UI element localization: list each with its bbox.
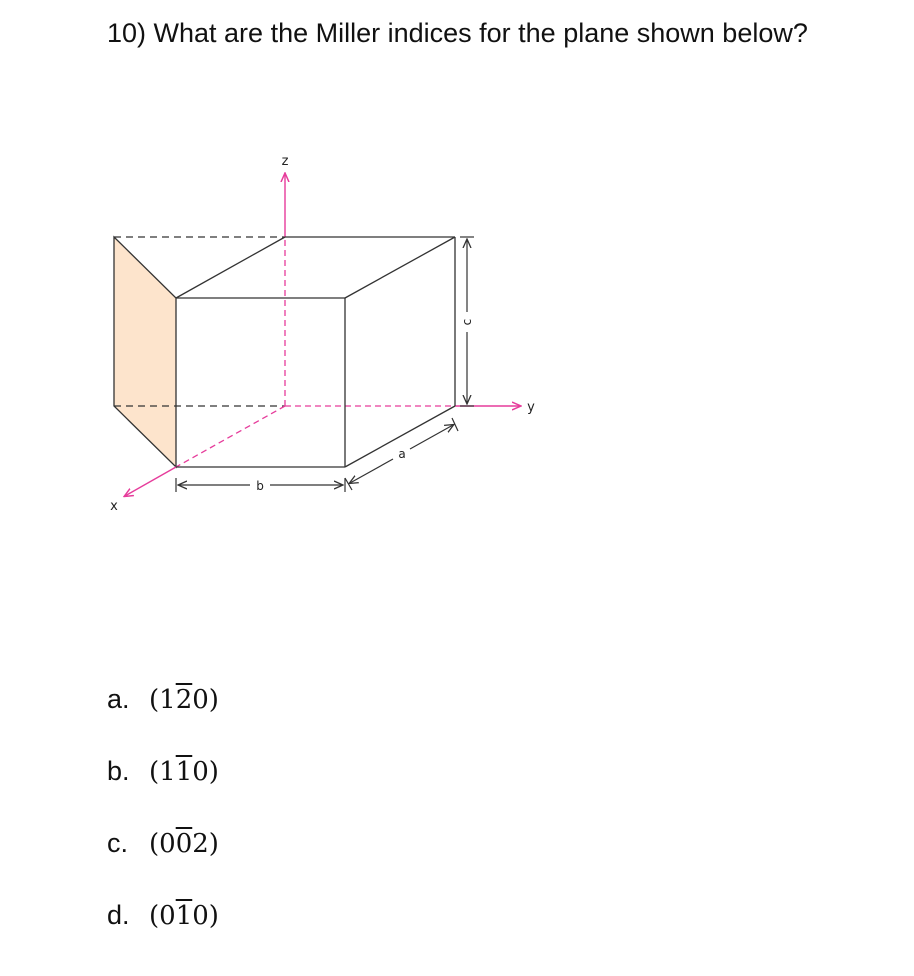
option-d-letter: d.: [107, 900, 130, 930]
z-axis-label: z: [281, 154, 289, 169]
question-text: 10) What are the Miller indices for the plane shown below?: [107, 18, 808, 48]
dim-a-tick-front: [345, 478, 352, 490]
option-b-letter: b.: [107, 756, 130, 786]
option-c-letter: c.: [107, 828, 129, 858]
dim-b-label: b: [256, 479, 264, 493]
option-a-indices: (120): [149, 685, 219, 715]
option-d-indices: (010): [149, 901, 219, 931]
x-axis-label: x: [110, 499, 118, 514]
option-a-letter: a.: [107, 684, 130, 714]
dim-a-tick-back: [452, 418, 458, 431]
option-b-indices: (110): [149, 757, 219, 787]
x-axis-dashed: [176, 406, 285, 467]
x-axis: [125, 467, 176, 496]
y-axis-label: y: [527, 400, 535, 415]
cell-edge: [176, 237, 285, 298]
option-c[interactable]: [107, 828, 219, 859]
dim-a-label: a: [398, 447, 406, 461]
option-d[interactable]: [107, 900, 219, 931]
dim-c-label: c: [460, 318, 474, 326]
option-b[interactable]: [107, 756, 219, 787]
shaded-plane: [114, 237, 176, 467]
dim-a-arrow-front: [350, 459, 393, 483]
option-c-indices: (002): [149, 829, 219, 859]
option-a[interactable]: [107, 684, 219, 715]
dim-a-arrow-back: [410, 425, 453, 449]
cell-edge: [345, 237, 455, 298]
